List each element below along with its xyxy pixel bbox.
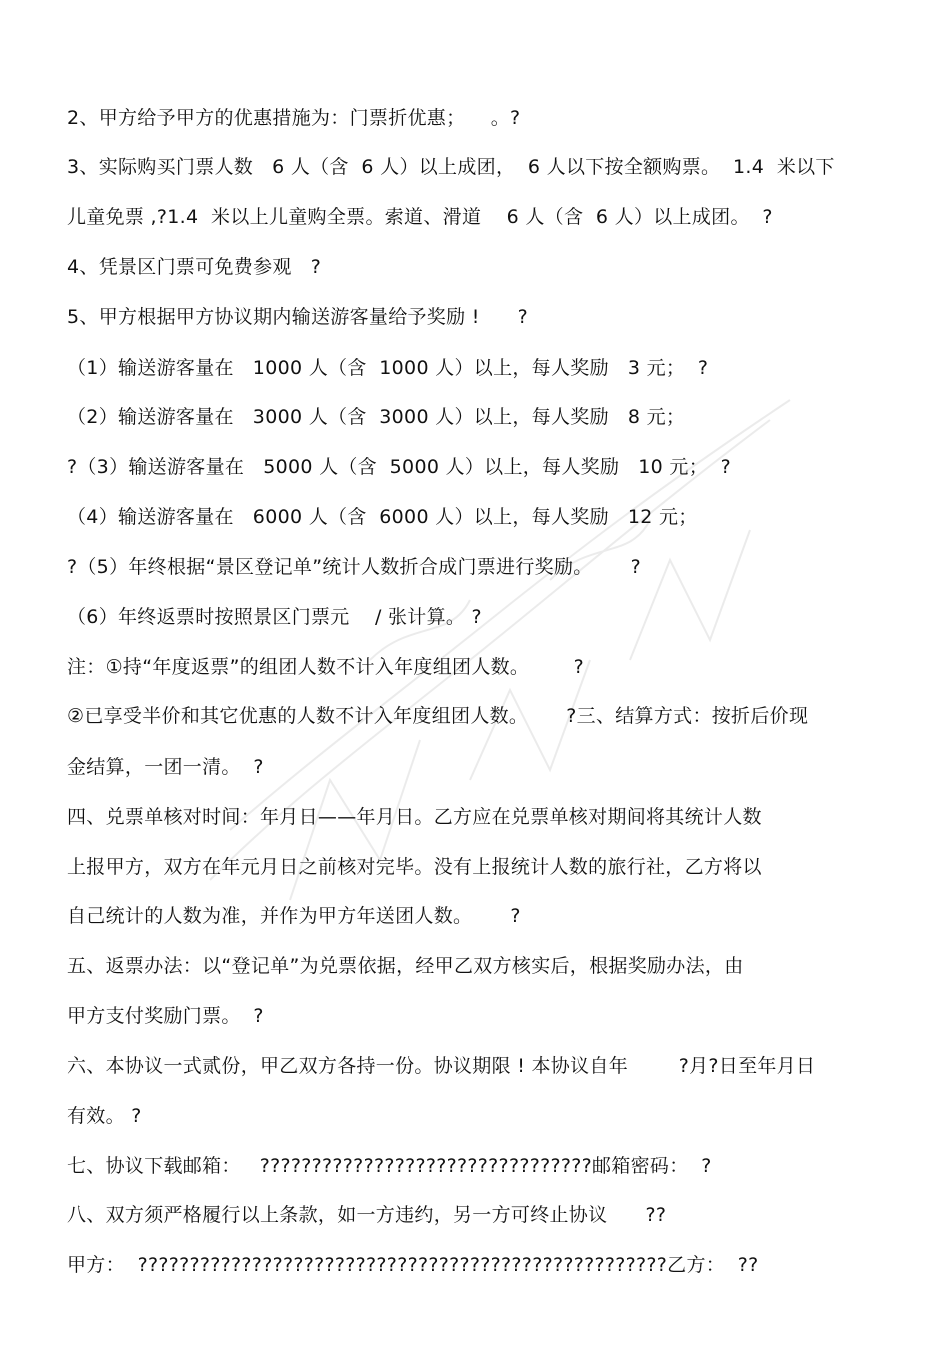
doc-line-18: 五、返票办法：以“登记单”为兑票依据，经甲乙双方核实后，根据奖励办法，由	[67, 955, 744, 977]
doc-line-12: 注：①持“年度返票”的组团人数不计入年度组团人数。 ?	[67, 656, 584, 678]
doc-line-22: 七、协议下载邮箱： ????????????????????????????????邮箱密码： ?	[67, 1155, 712, 1177]
doc-line-11: （6）年终返票时按照景区门票元 / 张计算。 ?	[67, 606, 482, 628]
watermark-stamp	[170, 360, 810, 920]
doc-line-5: 5、甲方根据甲方协议期内输送游客量给予奖励 ! ?	[67, 306, 529, 328]
doc-line-21: 有效。 ?	[67, 1105, 142, 1127]
doc-line-24: 甲方： ???????????????????????????????????????????????????乙方： ??	[67, 1254, 759, 1276]
doc-line-16: 上报甲方，双方在年元月日之前核对完毕。没有上报统计人数的旅行社，乙方将以	[67, 856, 762, 878]
doc-line-23: 八、双方须严格履行以上条款，如一方违约，另一方可终止协议 ??	[67, 1204, 667, 1226]
doc-line-9: （4）输送游客量在 6000 人（含 6000 人）以上，每人奖励 12 元；	[67, 506, 698, 528]
doc-line-13: ②已享受半价和其它优惠的人数不计入年度组团人数。 ?三、结算方式：按折后价现	[67, 705, 809, 727]
doc-line-8: ?（3）输送游客量在 5000 人（含 5000 人）以上，每人奖励 10 元； ?	[67, 456, 732, 478]
doc-line-2: 3、实际购买门票人数 6 人（含 6 人）以上成团， 6 人以下按全额购票。 1.4 米以下	[67, 156, 835, 178]
doc-line-10: ?（5）年终根据“景区登记单”统计人数折合成门票进行奖励。 ?	[67, 556, 641, 578]
doc-line-3: 儿童免票 ,?1.4 米以上儿童购全票。索道、滑道 6 人（含 6 人）以上成团。 ?	[67, 206, 773, 228]
doc-line-19: 甲方支付奖励门票。 ?	[67, 1005, 264, 1027]
doc-line-14: 金结算，一团一清。 ?	[67, 756, 264, 778]
doc-line-1: 2、甲方给予甲方的优惠措施为：门票折优惠； 。?	[67, 107, 521, 129]
doc-line-6: （1）输送游客量在 1000 人（含 1000 人）以上，每人奖励 3 元； ?	[67, 357, 709, 379]
doc-line-4: 4、凭景区门票可免费参观 ?	[67, 256, 322, 278]
doc-line-17: 自己统计的人数为准，并作为甲方年送团人数。 ?	[67, 905, 521, 927]
doc-line-20: 六、本协议一式贰份，甲乙双方各持一份。协议期限 ! 本协议自年 ?月?日至年月日	[67, 1055, 816, 1077]
doc-line-15: 四、兑票单核对时间：年月日——年月日。乙方应在兑票单核对期间将其统计人数	[67, 806, 762, 828]
doc-line-7: （2）输送游客量在 3000 人（含 3000 人）以上，每人奖励 8 元；	[67, 406, 686, 428]
